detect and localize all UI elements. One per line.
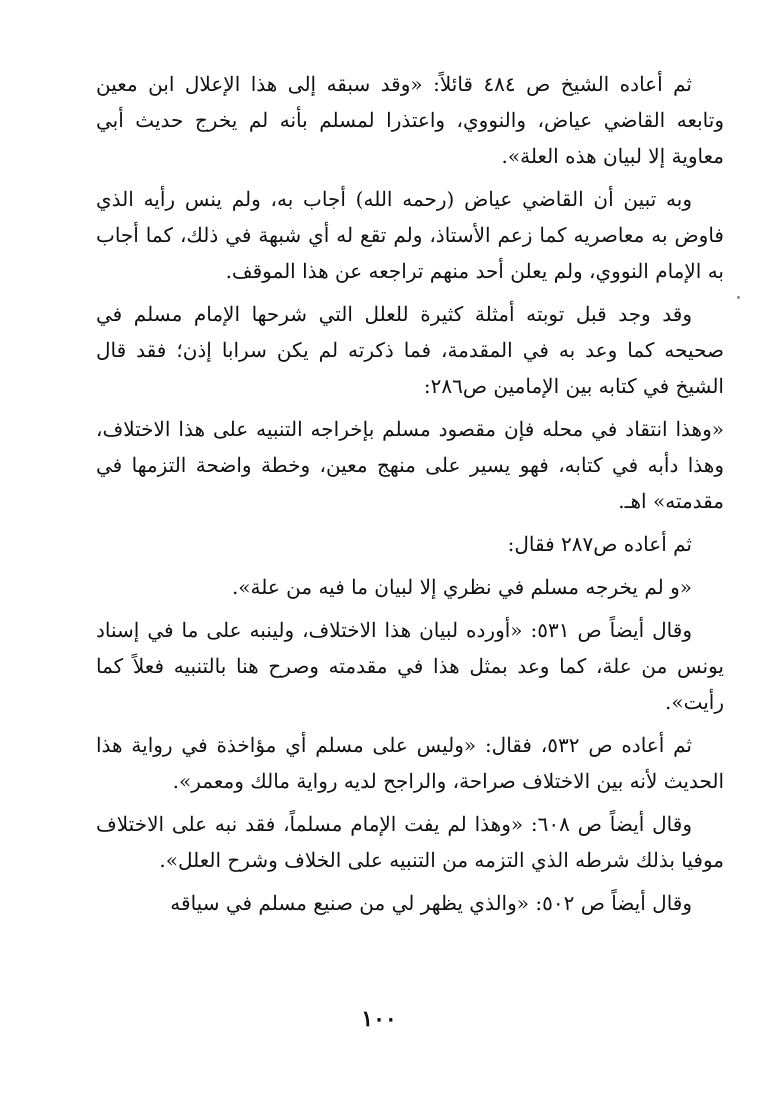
margin-speck xyxy=(737,296,740,299)
paragraph-5: ثم أعاده ص٢٨٧ فقال: xyxy=(507,532,692,556)
page-body xyxy=(96,66,724,928)
paragraph-9: وقال أيضاً ص ٦٠٨: «وهذا لم يفت الإمام مسلماً، فقد نبه على الاختلاف موفيا بذلك شرطه الذي التزمه من التنبيه على الخلاف وشرح العلل». xyxy=(96,812,724,872)
quote-paragraph-4: «وهذا انتقاد في محله فإن مقصود مسلم بإخراجه التنبيه على هذا الاختلاف، وهذا دأبه في كتابه، فهو يسير على منهج معين، وخطة واضحة التزمها في مقدمته» اهـ. xyxy=(96,417,724,513)
page-number: ١٠٠ xyxy=(361,1006,397,1032)
paragraph-7: وقال أيضاً ص ٥٣١: «أورده لبيان هذا الاختلاف، ولينبه على ما في إسناد يونس من علة، كما وعد بمثل هذا في مقدمته وصرح هنا بالتنبيه فعلاً كما رأيت». xyxy=(96,618,724,714)
paragraph-2: وبه تبين أن القاضي عياض (رحمه الله) أجاب به، ولم ينس رأيه الذي فاوض به معاصريه كما زعم الأستاذ، ولم تقع له أي شبهة في ذلك، كما أجاب به الإمام النووي، ولم يعلن أحد منهم تراجعه عن هذا الموقف. xyxy=(96,187,724,283)
paragraph-8: ثم أعاده ص ٥٣٢، فقال: «وليس على مسلم أي مؤاخذة في رواية هذا الحديث لأنه بين الاختلاف صراحة، والراجح لديه رواية مالك ومعمر». xyxy=(96,733,724,793)
paragraph-3: وقد وجد قبل توبته أمثلة كثيرة للعلل التي شرحها الإمام مسلم في صحيحه كما وعد به في المقدمة، فما ذكرته لم يكن سرابا إذن؛ فقد قال الشيخ في كتابه بين الإمامين ص٢٨٦: xyxy=(96,302,724,398)
paragraph-1: ثم أعاده الشيخ ص ٤٨٤ قائلاً: «وقد سبقه إلى هذا الإعلال ابن معين وتابعه القاضي عياض، والنووي، واعتذرا لمسلم بأنه لم يخرج حديث أبي معاوية إلا لبيان هذه العلة». xyxy=(96,72,724,168)
paragraph-10: وقال أيضاً ص ٥٠٢: «والذي يظهر لي من صنيع مسلم في سياقه xyxy=(170,891,692,915)
quote-paragraph-6: «و لم يخرجه مسلم في نظري إلا لبيان ما فيه من علة». xyxy=(231,575,692,599)
